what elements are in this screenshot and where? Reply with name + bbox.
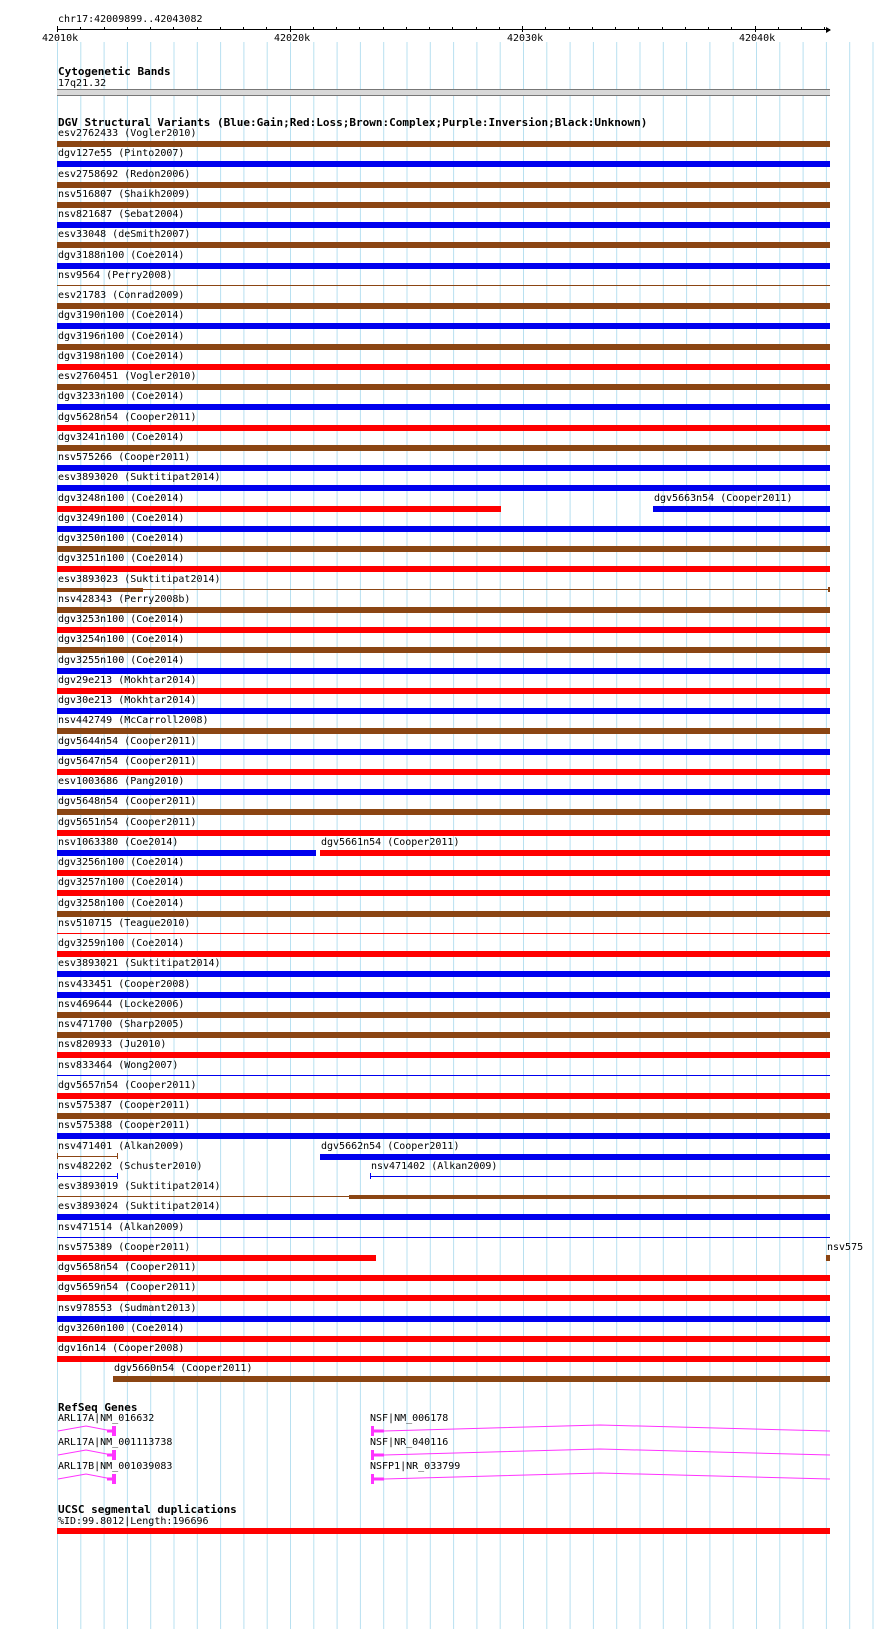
gene-label[interactable]: ARL17B|NM_001039083 xyxy=(58,1461,173,1472)
variant-label[interactable]: nsv821687 (Sebat2004) xyxy=(58,209,185,220)
cytoband-track-title[interactable]: Cytogenetic Bands xyxy=(58,65,171,78)
variant-label[interactable]: dgv3248n100 (Coe2014) xyxy=(58,493,185,504)
variant-label[interactable]: esv1003686 (Pang2010) xyxy=(58,776,185,787)
variant-label[interactable]: nsv575266 (Cooper2011) xyxy=(58,452,191,463)
segdup-feature-label: %ID:99.8012|Length:196696 xyxy=(58,1516,209,1527)
variant-label[interactable]: dgv3255n100 (Coe2014) xyxy=(58,655,185,666)
variant-label[interactable]: esv21783 (Conrad2009) xyxy=(58,290,185,301)
variant-label[interactable]: nsv978553 (Sudmant2013) xyxy=(58,1303,197,1314)
variant-label[interactable]: dgv3196n100 (Coe2014) xyxy=(58,331,185,342)
variant-label[interactable]: esv2760451 (Vogler2010) xyxy=(58,371,197,382)
variant-label[interactable]: nsv833464 (Wong2007) xyxy=(58,1060,179,1071)
gene-model-nsfp1-nr-033799[interactable] xyxy=(371,1473,830,1484)
variant-label[interactable]: dgv3233n100 (Coe2014) xyxy=(58,391,185,402)
variant-label[interactable]: dgv5647n54 (Cooper2011) xyxy=(58,756,197,767)
variant-label[interactable]: dgv3253n100 (Coe2014) xyxy=(58,614,185,625)
segdup-track-title[interactable]: UCSC segmental duplications xyxy=(58,1503,237,1516)
gene-label[interactable]: NSF|NR_040116 xyxy=(370,1437,449,1448)
variant-label[interactable]: dgv3259n100 (Coe2014) xyxy=(58,938,185,949)
dgv-track-title[interactable]: DGV Structural Variants (Blue:Gain;Red:Loss;Brown:Complex;Purple:Inversion;Black:Unknown) xyxy=(58,116,648,129)
variant-label[interactable]: nsv428343 (Perry2008b) xyxy=(58,594,191,605)
variant-label[interactable]: dgv3260n100 (Coe2014) xyxy=(58,1323,185,1334)
refseq-track-title[interactable]: RefSeq Genes xyxy=(58,1401,138,1414)
variant-label[interactable]: dgv3254n100 (Coe2014) xyxy=(58,634,185,645)
variant-label[interactable]: dgv5651n54 (Cooper2011) xyxy=(58,817,197,828)
variant-label[interactable]: dgv5661n54 (Cooper2011) xyxy=(321,837,460,848)
variant-label[interactable]: dgv3198n100 (Coe2014) xyxy=(58,351,185,362)
ruler-tick-label: 42040k xyxy=(739,33,776,44)
variant-label[interactable]: dgv3241n100 (Coe2014) xyxy=(58,432,185,443)
variant-label[interactable]: nsv471514 (Alkan2009) xyxy=(58,1222,185,1233)
variant-label[interactable]: dgv5648n54 (Cooper2011) xyxy=(58,796,197,807)
gene-label[interactable]: ARL17A|NM_016632 xyxy=(58,1413,155,1424)
variant-label[interactable]: dgv3249n100 (Coe2014) xyxy=(58,513,185,524)
variant-label[interactable]: nsv510715 (Teague2010) xyxy=(58,918,191,929)
variant-label[interactable]: nsv1063380 (Coe2014) xyxy=(58,837,179,848)
variant-label[interactable]: nsv471402 (Alkan2009) xyxy=(371,1161,498,1172)
ruler-range-label: chr17:42009899..42043082 xyxy=(58,14,203,25)
variant-label[interactable]: dgv5658n54 (Cooper2011) xyxy=(58,1262,197,1273)
variant-label[interactable]: nsv575 xyxy=(827,1242,864,1253)
variant-label[interactable]: nsv820933 (Ju2010) xyxy=(58,1039,167,1050)
variant-label[interactable]: esv33048 (deSmith2007) xyxy=(58,229,191,240)
ruler-tick-label: 42020k xyxy=(274,33,311,44)
gene-label[interactable]: ARL17A|NM_001113738 xyxy=(58,1437,173,1448)
variant-label[interactable]: nsv575389 (Cooper2011) xyxy=(58,1242,191,1253)
variant-label[interactable]: nsv516807 (Shaikh2009) xyxy=(58,189,191,200)
gene-model-arl17a-nm-001113738[interactable] xyxy=(58,1450,116,1460)
variant-label[interactable]: esv2762433 (Vogler2010) xyxy=(58,128,197,139)
gene-model-arl17b-nm-001039083[interactable] xyxy=(58,1474,116,1484)
ruler-tick-label: 42010k xyxy=(42,33,79,44)
variant-label[interactable]: dgv127e55 (Pinto2007) xyxy=(58,148,185,159)
variant-label[interactable]: nsv433451 (Cooper2008) xyxy=(58,979,191,990)
variant-label[interactable]: esv3893024 (Suktitipat2014) xyxy=(58,1201,221,1212)
variant-label[interactable]: nsv575387 (Cooper2011) xyxy=(58,1100,191,1111)
variant-label[interactable]: dgv3258n100 (Coe2014) xyxy=(58,898,185,909)
variant-label[interactable]: dgv5660n54 (Cooper2011) xyxy=(114,1363,253,1374)
variant-label[interactable]: dgv5662n54 (Cooper2011) xyxy=(321,1141,460,1152)
variant-label[interactable]: dgv16n14 (Cooper2008) xyxy=(58,1343,185,1354)
variant-label[interactable]: nsv575388 (Cooper2011) xyxy=(58,1120,191,1131)
gene-model-nsf-nr-040116[interactable] xyxy=(371,1449,830,1460)
variant-label[interactable]: dgv5628n54 (Cooper2011) xyxy=(58,412,197,423)
variant-label[interactable]: esv3893020 (Suktitipat2014) xyxy=(58,472,221,483)
variant-label[interactable]: dgv3251n100 (Coe2014) xyxy=(58,553,185,564)
variant-label[interactable]: esv3893021 (Suktitipat2014) xyxy=(58,958,221,969)
variant-label[interactable]: nsv471700 (Sharp2005) xyxy=(58,1019,185,1030)
variant-label[interactable]: nsv9564 (Perry2008) xyxy=(58,270,173,281)
variant-label[interactable]: nsv469644 (Locke2006) xyxy=(58,999,185,1010)
variant-label[interactable]: dgv29e213 (Mokhtar2014) xyxy=(58,675,197,686)
variant-label[interactable]: nsv482202 (Schuster2010) xyxy=(58,1161,203,1172)
gene-label[interactable]: NSFP1|NR_033799 xyxy=(370,1461,461,1472)
variant-label[interactable]: dgv5644n54 (Cooper2011) xyxy=(58,736,197,747)
variant-label[interactable]: dgv5659n54 (Cooper2011) xyxy=(58,1282,197,1293)
variant-label[interactable]: nsv471401 (Alkan2009) xyxy=(58,1141,185,1152)
gene-label[interactable]: NSF|NM_006178 xyxy=(370,1413,449,1424)
variant-label[interactable]: dgv3257n100 (Coe2014) xyxy=(58,877,185,888)
gene-model-nsf-nm-006178[interactable] xyxy=(371,1425,830,1436)
variant-label[interactable]: esv2758692 (Redon2006) xyxy=(58,169,191,180)
segdup-bar[interactable] xyxy=(57,1528,830,1534)
variant-label[interactable]: esv3893023 (Suktitipat2014) xyxy=(58,574,221,585)
variant-label[interactable]: nsv442749 (McCarroll2008) xyxy=(58,715,209,726)
gene-model-arl17a-nm-016632[interactable] xyxy=(58,1426,116,1436)
variant-label[interactable]: dgv3190n100 (Coe2014) xyxy=(58,310,185,321)
variant-label[interactable]: dgv3250n100 (Coe2014) xyxy=(58,533,185,544)
ruler-tick-label: 42030k xyxy=(507,33,544,44)
variant-label[interactable]: dgv3256n100 (Coe2014) xyxy=(58,857,185,868)
variant-label[interactable]: dgv30e213 (Mokhtar2014) xyxy=(58,695,197,706)
cytoband-label: 17q21.32 xyxy=(58,78,107,89)
variant-label[interactable]: dgv3188n100 (Coe2014) xyxy=(58,250,185,261)
variant-label[interactable]: esv3893019 (Suktitipat2014) xyxy=(58,1181,221,1192)
variant-label[interactable]: dgv5657n54 (Cooper2011) xyxy=(58,1080,197,1091)
variant-label[interactable]: dgv5663n54 (Cooper2011) xyxy=(654,493,793,504)
